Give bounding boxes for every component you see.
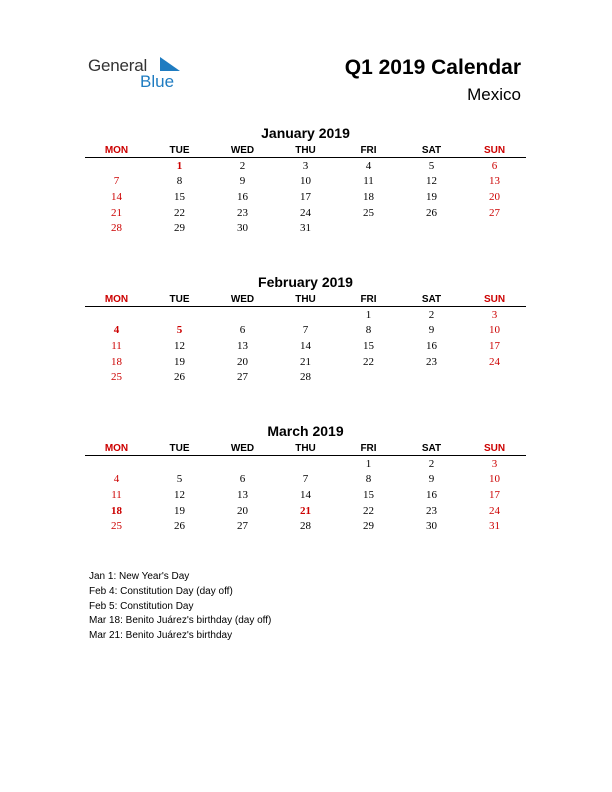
day-cell: 16	[426, 488, 437, 501]
day-cell: 18	[363, 190, 374, 203]
day-cell: 23	[426, 355, 437, 368]
weekday-label: MON	[104, 294, 129, 305]
day-cell: 2	[428, 308, 435, 321]
day-cell: 17	[300, 190, 311, 203]
weekday-label: WED	[230, 294, 255, 305]
day-cell: 17	[489, 339, 500, 352]
day-cell: 1	[176, 159, 183, 172]
day-cell: 27	[237, 520, 248, 533]
day-cell: 3	[491, 308, 498, 321]
day-cell: 13	[237, 488, 248, 501]
day-cell: 4	[113, 473, 120, 486]
day-cell: 20	[237, 504, 248, 517]
holiday-list	[89, 570, 271, 644]
day-cell: 28	[111, 222, 122, 235]
week-row	[85, 158, 526, 174]
day-cell: 12	[174, 488, 185, 501]
day-cell: 14	[300, 339, 311, 352]
week-row	[85, 369, 526, 385]
day-cell: 5	[428, 159, 435, 172]
day-cell: 10	[489, 473, 500, 486]
weekday-label: SAT	[421, 294, 442, 305]
day-cell: 14	[300, 488, 311, 501]
day-cell: 8	[176, 175, 183, 188]
weekday-label: WED	[230, 443, 255, 454]
month-january	[85, 124, 526, 236]
day-cell: 31	[489, 520, 500, 533]
day-cell: 30	[237, 222, 248, 235]
day-cell: 14	[111, 190, 122, 203]
holiday-item: Mar 18: Benito Juárez's birthday (day off)	[89, 615, 272, 627]
day-cell: 23	[426, 504, 437, 517]
day-cell: 20	[237, 355, 248, 368]
weekday-label: TUE	[169, 443, 190, 454]
day-cell: 12	[426, 175, 437, 188]
weekday-label: THU	[295, 294, 316, 305]
day-cell: 1	[365, 457, 372, 470]
holiday-item: Feb 5: Constitution Day	[89, 600, 194, 612]
day-cell: 2	[428, 457, 435, 470]
weekday-label: MON	[104, 145, 129, 156]
day-cell: 18	[111, 355, 122, 368]
day-cell: 24	[489, 504, 500, 517]
weekday-label: THU	[295, 145, 316, 156]
day-cell: 5	[176, 324, 183, 337]
weekday-label: FRI	[360, 294, 377, 305]
month-grid	[85, 158, 526, 236]
day-cell: 25	[111, 520, 122, 533]
month-grid	[85, 456, 526, 534]
day-cell: 16	[237, 190, 248, 203]
weekday-label: SUN	[483, 294, 506, 305]
day-cell: 22	[363, 504, 374, 517]
day-cell: 27	[237, 371, 248, 384]
weekday-header	[85, 291, 526, 307]
month-title: March 2019	[267, 423, 344, 439]
day-cell: 21	[300, 504, 311, 517]
week-row	[85, 503, 526, 519]
day-cell: 16	[426, 339, 437, 352]
day-cell: 15	[174, 190, 185, 203]
holiday-item: Mar 21: Benito Juárez's birthday	[89, 630, 233, 642]
day-cell: 4	[365, 159, 372, 172]
day-cell: 9	[428, 473, 435, 486]
day-cell: 7	[302, 473, 309, 486]
week-row	[85, 323, 526, 339]
day-cell: 25	[111, 371, 122, 384]
day-cell: 26	[174, 520, 185, 533]
weekday-label: TUE	[169, 294, 190, 305]
week-row	[85, 338, 526, 354]
weekday-label: MON	[104, 443, 129, 454]
weekday-label: SAT	[421, 443, 442, 454]
day-cell: 15	[363, 339, 374, 352]
holiday-item: Jan 1: New Year's Day	[89, 571, 190, 582]
day-cell: 26	[174, 371, 185, 384]
day-cell: 19	[174, 355, 185, 368]
day-cell: 13	[489, 175, 500, 188]
day-cell: 11	[111, 339, 122, 352]
country-name: Mexico	[467, 85, 521, 104]
weekday-label: WED	[230, 145, 255, 156]
day-cell: 11	[363, 175, 374, 188]
week-row	[85, 518, 526, 534]
week-row	[85, 307, 526, 323]
day-cell: 23	[237, 206, 248, 219]
day-cell: 13	[237, 339, 248, 352]
month-title: January 2019	[261, 125, 350, 141]
week-row	[85, 354, 526, 370]
weekday-label: TUE	[169, 145, 190, 156]
day-cell: 19	[174, 504, 185, 517]
day-cell: 9	[239, 175, 246, 188]
weekday-label: SUN	[483, 443, 506, 454]
day-cell: 11	[111, 488, 122, 501]
weekday-label: FRI	[360, 145, 377, 156]
day-cell: 18	[111, 504, 122, 517]
day-cell: 22	[363, 355, 374, 368]
logo-general-text: General	[88, 56, 148, 75]
generalblue-logo	[88, 56, 198, 96]
page-title: Q1 2019 Calendar	[344, 56, 521, 79]
weekday-header	[85, 440, 526, 456]
day-cell: 8	[365, 324, 372, 337]
day-cell: 24	[300, 206, 311, 219]
month-february	[85, 273, 526, 385]
day-cell: 10	[300, 175, 311, 188]
day-cell: 31	[300, 222, 311, 235]
day-cell: 20	[489, 190, 500, 203]
day-cell: 27	[489, 206, 500, 219]
weekday-header	[85, 142, 526, 158]
day-cell: 7	[113, 175, 120, 188]
day-cell: 12	[174, 339, 185, 352]
month-grid	[85, 307, 526, 385]
day-cell: 29	[363, 520, 374, 533]
day-cell: 8	[365, 473, 372, 486]
holiday-item: Feb 4: Constitution Day (day off)	[89, 585, 233, 597]
day-cell: 19	[426, 190, 437, 203]
week-row	[85, 174, 526, 190]
day-cell: 4	[113, 324, 120, 337]
day-cell: 2	[239, 159, 246, 172]
week-row	[85, 189, 526, 205]
weekday-label: SUN	[483, 145, 506, 156]
day-cell: 21	[300, 355, 311, 368]
day-cell: 28	[300, 371, 311, 384]
week-row	[85, 487, 526, 503]
day-cell: 28	[300, 520, 311, 533]
weekday-label: THU	[295, 443, 316, 454]
weekday-label: FRI	[360, 443, 377, 454]
day-cell: 5	[176, 473, 183, 486]
day-cell: 17	[489, 488, 500, 501]
week-row	[85, 205, 526, 221]
day-cell: 15	[363, 488, 374, 501]
week-row	[85, 472, 526, 488]
day-cell: 6	[239, 324, 246, 337]
week-row	[85, 220, 526, 236]
week-row	[85, 456, 526, 472]
logo-flag-icon	[160, 57, 180, 73]
day-cell: 25	[363, 206, 374, 219]
day-cell: 29	[174, 222, 185, 235]
day-cell: 9	[428, 324, 435, 337]
logo-blue-text: Blue	[140, 72, 175, 91]
day-cell: 1	[365, 308, 372, 321]
day-cell: 3	[491, 457, 498, 470]
day-cell: 30	[426, 520, 437, 533]
month-march	[85, 422, 526, 534]
month-title: February 2019	[258, 274, 353, 290]
day-cell: 10	[489, 324, 500, 337]
day-cell: 21	[111, 206, 122, 219]
day-cell: 24	[489, 355, 500, 368]
day-cell: 6	[491, 159, 498, 172]
day-cell: 7	[302, 324, 309, 337]
day-cell: 22	[174, 206, 185, 219]
day-cell: 3	[302, 159, 309, 172]
weekday-label: SAT	[421, 145, 442, 156]
day-cell: 6	[239, 473, 246, 486]
day-cell: 26	[426, 206, 437, 219]
